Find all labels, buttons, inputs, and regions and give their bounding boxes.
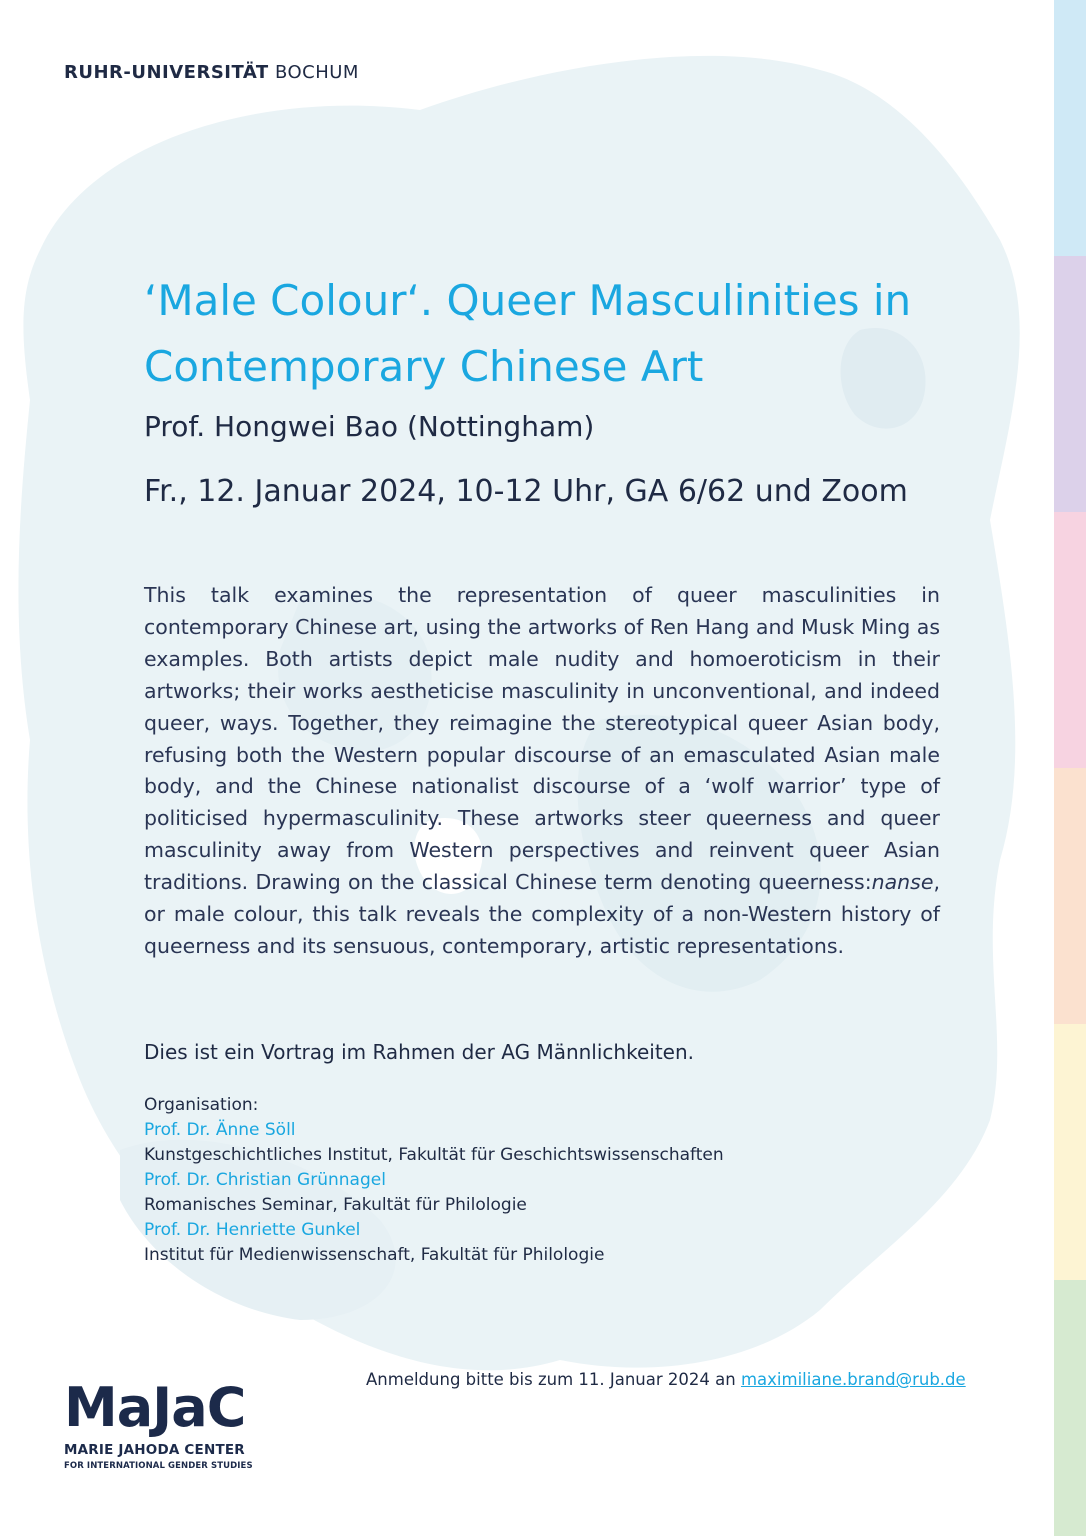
organizer-institution: Romanisches Seminar, Fakultät für Philologie (144, 1195, 527, 1215)
registration-email-link[interactable]: maximiliane.brand@rub.de (740, 1370, 966, 1389)
majac-logo (64, 1376, 284, 1472)
registration-text: Anmeldung bitte bis zum 11. Januar 2024 an (366, 1370, 736, 1389)
organisation-block (144, 1093, 964, 1268)
series-note: Dies ist ein Vortrag im Rahmen der AG Männlichkeiten. (144, 1040, 694, 1064)
event-datetime: Fr., 12. Januar 2024, 10-12 Uhr, GA 6/62 und Zoom (144, 474, 908, 509)
university-logo (64, 62, 359, 83)
abstract-paragraph (144, 580, 940, 963)
organisation-label: Organisation: (144, 1095, 259, 1115)
speaker: Prof. Hongwei Bao (Nottingham) (144, 410, 595, 443)
event-title (144, 268, 1024, 400)
registration-note (366, 1370, 966, 1389)
organizer-institution: Kunstgeschichtliches Institut, Fakultät für Geschichtswissenschaften (144, 1145, 724, 1165)
organizer-name: Prof. Dr. Henriette Gunkel (144, 1220, 361, 1240)
university-name-bold: RUHR-UNIVERSITÄT (64, 62, 269, 83)
event-title-line2: Contemporary Chinese Art (144, 342, 704, 391)
abstract-text-part2: , or male colour, this talk reveals the complexity of a non-Western history of queerness and its sensuous, contemporary, artistic representations. (144, 870, 940, 958)
majac-name: MARIE JAHODA CENTER (64, 1442, 245, 1458)
organizer-name: Prof. Dr. Änne Söll (144, 1120, 296, 1140)
university-name-regular: BOCHUM (274, 62, 359, 83)
event-title-line1: ‘Male Colour‘. Queer Masculinities in (144, 276, 912, 325)
abstract-text-part1: This talk examines the representation of queer masculinities in contemporary Chinese art, using the artworks of Ren Hang and Musk Ming as examples. Both artists depict male nudity and homoeroticism in their artworks; their works aestheticise masculinity in unconventional, and indeed queer, ways. Together, they reimagine the stereotypical queer Asian body, refusing both the Western popular discourse of an emasculated Asian male body, and the Chinese nationalist discourse of a ‘wolf warrior’ type of politicised hypermasculinity. These artworks steer queerness and queer masculinity away from Western perspectives and reinvent queer Asian traditions. Drawing on the classical Chinese term denoting queerness: (144, 583, 940, 895)
abstract-italic-term: nanse (871, 870, 934, 895)
organizer-name: Prof. Dr. Christian Grünnagel (144, 1170, 386, 1190)
majac-wordmark: MaJaC (64, 1376, 246, 1439)
organizer-institution: Institut für Medienwissenschaft, Fakultät für Philologie (144, 1245, 605, 1265)
majac-subtitle: FOR INTERNATIONAL GENDER STUDIES (64, 1461, 253, 1471)
